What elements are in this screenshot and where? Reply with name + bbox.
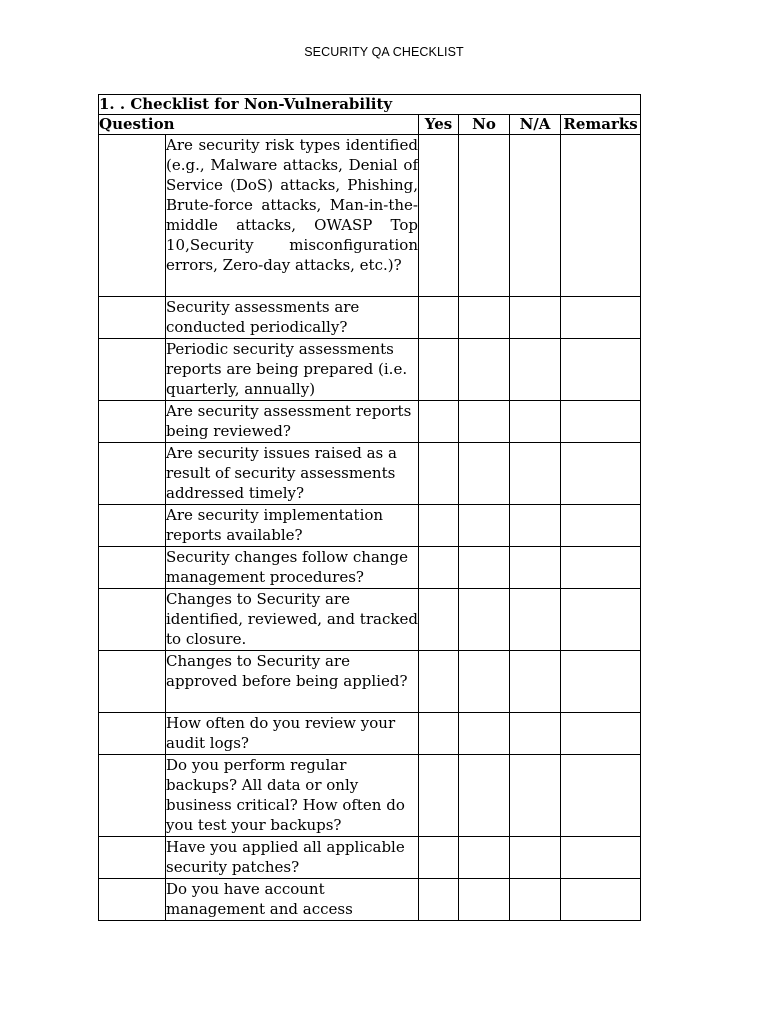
- na-cell[interactable]: [510, 339, 561, 401]
- question-text: Do you perform regular backups? All data or only business critical? How often do you test your backups?: [166, 755, 419, 837]
- remarks-cell[interactable]: [561, 755, 641, 837]
- yes-cell[interactable]: [419, 755, 459, 837]
- question-text: How often do you review your audit logs?: [166, 713, 419, 755]
- yes-cell[interactable]: [419, 135, 459, 297]
- checklist-row: [99, 879, 641, 921]
- no-cell[interactable]: [459, 505, 510, 547]
- remarks-cell[interactable]: [561, 879, 641, 921]
- remarks-cell[interactable]: [561, 651, 641, 713]
- yes-cell[interactable]: [419, 651, 459, 713]
- question-text: Are security implementation reports available?: [166, 505, 419, 547]
- checklist-table: [98, 94, 641, 921]
- checklist-row: [99, 505, 641, 547]
- section-heading-row: [99, 95, 641, 115]
- row-number-cell[interactable]: [99, 547, 166, 589]
- na-cell[interactable]: [510, 713, 561, 755]
- question-text: Have you applied all applicable security patches?: [166, 837, 419, 879]
- question-text: Are security assessment reports being reviewed?: [166, 401, 419, 443]
- no-cell[interactable]: [459, 589, 510, 651]
- remarks-cell[interactable]: [561, 837, 641, 879]
- no-cell[interactable]: [459, 547, 510, 589]
- checklist-row: [99, 135, 641, 297]
- row-number-cell[interactable]: [99, 837, 166, 879]
- question-text: Are security issues raised as a result of security assessments addressed timely?: [166, 443, 419, 505]
- remarks-cell[interactable]: [561, 589, 641, 651]
- yes-cell[interactable]: [419, 589, 459, 651]
- question-text: Changes to Security are identified, reviewed, and tracked to closure.: [166, 589, 419, 651]
- column-header-yes: Yes: [419, 115, 459, 135]
- checklist-row: [99, 589, 641, 651]
- row-number-cell[interactable]: [99, 443, 166, 505]
- yes-cell[interactable]: [419, 443, 459, 505]
- no-cell[interactable]: [459, 713, 510, 755]
- checklist-row: [99, 713, 641, 755]
- row-number-cell[interactable]: [99, 135, 166, 297]
- row-number-cell[interactable]: [99, 651, 166, 713]
- yes-cell[interactable]: [419, 713, 459, 755]
- checklist-row: [99, 755, 641, 837]
- na-cell[interactable]: [510, 135, 561, 297]
- checklist-row: [99, 339, 641, 401]
- question-text: Changes to Security are approved before being applied?: [166, 651, 419, 713]
- no-cell[interactable]: [459, 339, 510, 401]
- na-cell[interactable]: [510, 589, 561, 651]
- checklist-row: [99, 443, 641, 505]
- remarks-cell[interactable]: [561, 443, 641, 505]
- question-text: Periodic security assessments reports are being prepared (i.e. quarterly, annually): [166, 339, 419, 401]
- na-cell[interactable]: [510, 651, 561, 713]
- row-number-cell[interactable]: [99, 505, 166, 547]
- remarks-cell[interactable]: [561, 297, 641, 339]
- remarks-cell[interactable]: [561, 547, 641, 589]
- na-cell[interactable]: [510, 443, 561, 505]
- na-cell[interactable]: [510, 837, 561, 879]
- yes-cell[interactable]: [419, 547, 459, 589]
- row-number-cell[interactable]: [99, 339, 166, 401]
- question-text: Security changes follow change management procedures?: [166, 547, 419, 589]
- checklist-row: [99, 401, 641, 443]
- checklist-row: [99, 297, 641, 339]
- no-cell[interactable]: [459, 651, 510, 713]
- na-cell[interactable]: [510, 505, 561, 547]
- column-header-na: N/A: [510, 115, 561, 135]
- remarks-cell[interactable]: [561, 401, 641, 443]
- no-cell[interactable]: [459, 401, 510, 443]
- na-cell[interactable]: [510, 547, 561, 589]
- no-cell[interactable]: [459, 297, 510, 339]
- yes-cell[interactable]: [419, 339, 459, 401]
- section-heading: 1. . Checklist for Non-Vulnerability: [99, 95, 641, 115]
- row-number-cell[interactable]: [99, 401, 166, 443]
- column-header-no: No: [459, 115, 510, 135]
- yes-cell[interactable]: [419, 879, 459, 921]
- checklist-row: [99, 651, 641, 713]
- checklist-row: [99, 837, 641, 879]
- column-header-remarks: Remarks: [561, 115, 641, 135]
- row-number-cell[interactable]: [99, 589, 166, 651]
- no-cell[interactable]: [459, 837, 510, 879]
- column-header-question: Question: [99, 115, 419, 135]
- no-cell[interactable]: [459, 755, 510, 837]
- row-number-cell[interactable]: [99, 297, 166, 339]
- yes-cell[interactable]: [419, 837, 459, 879]
- row-number-cell[interactable]: [99, 755, 166, 837]
- na-cell[interactable]: [510, 879, 561, 921]
- no-cell[interactable]: [459, 443, 510, 505]
- question-text: Are security risk types identified (e.g., Malware attacks, Denial of Service (DoS) attacks, Phishing, Brute-force attacks, Man-in-the-middle attacks, OWASP Top 10,Security misconfiguration errors, Zero-day attacks, etc.)?: [166, 135, 419, 297]
- remarks-cell[interactable]: [561, 135, 641, 297]
- row-number-cell[interactable]: [99, 713, 166, 755]
- checklist-row: [99, 547, 641, 589]
- yes-cell[interactable]: [419, 401, 459, 443]
- na-cell[interactable]: [510, 755, 561, 837]
- remarks-cell[interactable]: [561, 713, 641, 755]
- no-cell[interactable]: [459, 135, 510, 297]
- no-cell[interactable]: [459, 879, 510, 921]
- na-cell[interactable]: [510, 401, 561, 443]
- remarks-cell[interactable]: [561, 339, 641, 401]
- yes-cell[interactable]: [419, 297, 459, 339]
- document-title: SECURITY QA CHECKLIST: [304, 45, 464, 59]
- question-text: Security assessments are conducted periodically?: [166, 297, 419, 339]
- row-number-cell[interactable]: [99, 879, 166, 921]
- na-cell[interactable]: [510, 297, 561, 339]
- remarks-cell[interactable]: [561, 505, 641, 547]
- yes-cell[interactable]: [419, 505, 459, 547]
- column-header-row: [99, 115, 641, 135]
- question-text: Do you have account management and access: [166, 879, 419, 921]
